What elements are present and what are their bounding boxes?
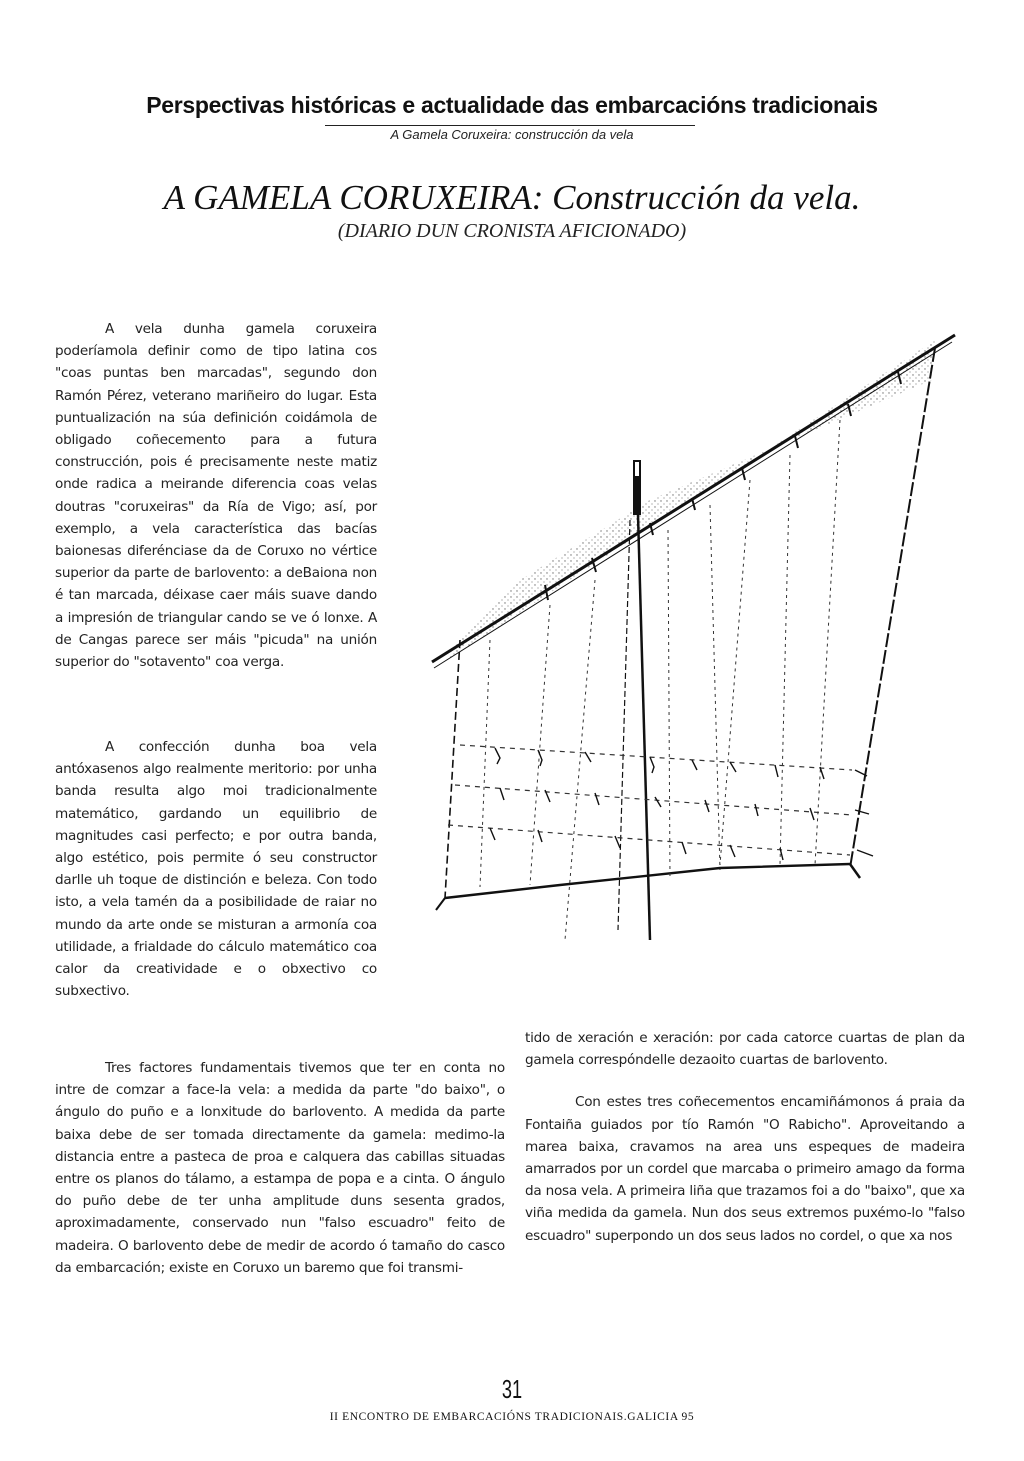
header-divider <box>325 125 695 126</box>
sail-luff <box>445 640 460 898</box>
paragraph-3: Tres factores fundamentais tivemos que ter en conta no intre de comzar a face-la vela: a medida da parte "do baixo", o ángulo do puño e a lonxitude do barlovento. A medida da parte baixa debe de ser tomada directamente da gamela: medimo-la distancia entre a pasteca de proa e calquera das cabillas situadas entre os planos do tálamo, a estampa de popa e a cinta. O ángulo do puño debe de ter unha amplitude duns sesenta grados, aproximadamente, conservado nun "falso escuadro" feito de madeira. O barlovento debe de medir de acordo ó tamaño do casco da embarcación; existe en Coruxo un baremo que foi transmi- <box>55 1060 505 1276</box>
text-column-bottom-right <box>525 1027 965 1247</box>
article-title: A GAMELA CORUXEIRA: Construcción da vela. <box>163 178 861 217</box>
text-column-left-middle <box>55 736 377 1002</box>
paragraph-3-continued: tido de xeración e xeración: por cada catorce cuartas de plan da gamela correspóndelle dezaoito cuartas de barlovento. <box>525 1030 965 1069</box>
running-subtitle: A Gamela Coruxeira: construcción da vela <box>390 127 634 142</box>
paragraph-4: Con estes tres coñecementos encamiñámonos á praia da Fontaiña guiados por tío Ramón "O Rabicho". Aproveitando a marea baixa, cravamos na area uns espeques de madeira amarrados por un cordel que marcaba o primeiro amago da forma da nosa vela. A primeira liña que trazamos foi a do "baixo", que xa viña medida da gamela. Nun dos seus extremos puxémo-lo "falso escuadro" superpondo un dos seus lados no cordel, o que xa nos <box>525 1094 965 1244</box>
text-column-bottom-left <box>55 1057 505 1279</box>
series-title: Perspectivas históricas e actualidade das embarcacións tradicionais <box>146 92 878 118</box>
reef-lines <box>448 745 852 855</box>
paragraph-1: A vela dunha gamela coruxeira poderíamola definir como de tipo latina cos "coas puntas ben marcadas", segundo don Ramón Pérez, veterano mariñeiro do lugar. Esta puntualización na súa definición coidámola de obligado coñecemento para a futura construcción, pois é precisamente neste matiz onde radica a meirande diferencia coas velas doutras "coruxeiras" da Ría de Vigo; así, por exemplo, a vela característica das bacías baionesas diferénciase da de Coruxo no vértice superior da parte de barlovento: a deBaiona non é tan marcada, déixase caer máis suave dando a impresión de triangular cando se ve ó lonxe. A de Cangas parece ser máis "picuda" na unión superior do "sotavento" coa verga. <box>55 321 377 671</box>
article-subtitle: (DIARIO DUN CRONISTA AFICIONADO) <box>337 220 687 242</box>
reef-points <box>490 748 873 860</box>
publication-footer: II ENCONTRO DE EMBARCACIÓNS TRADICIONAIS.GALICIA 95 <box>329 1411 695 1423</box>
page-number: 31 <box>501 1374 523 1404</box>
sail-leech <box>850 348 935 868</box>
paragraph-2: A confección dunha boa vela antóxasenos algo realmente meritorio: por unha banda resulta algo moi tradicionalmente matemático, gardando un equilibrio de magnitudes casi perfecto; e por outra banda, algo estético, pois permite ó seu constructor darlle uh toque de distinción e beleza. Con todo isto, a vela tamén da a posibilidade de raiar no mundo da arte onde se misturan a armonía coa utilidade, a frialdade do cálculo matemático coa calor da creatividade e o obxectivo co subxectivo. <box>55 739 377 1000</box>
yard-spar <box>432 335 955 662</box>
sail-illustration <box>420 320 980 970</box>
text-column-left-upper <box>55 318 377 673</box>
